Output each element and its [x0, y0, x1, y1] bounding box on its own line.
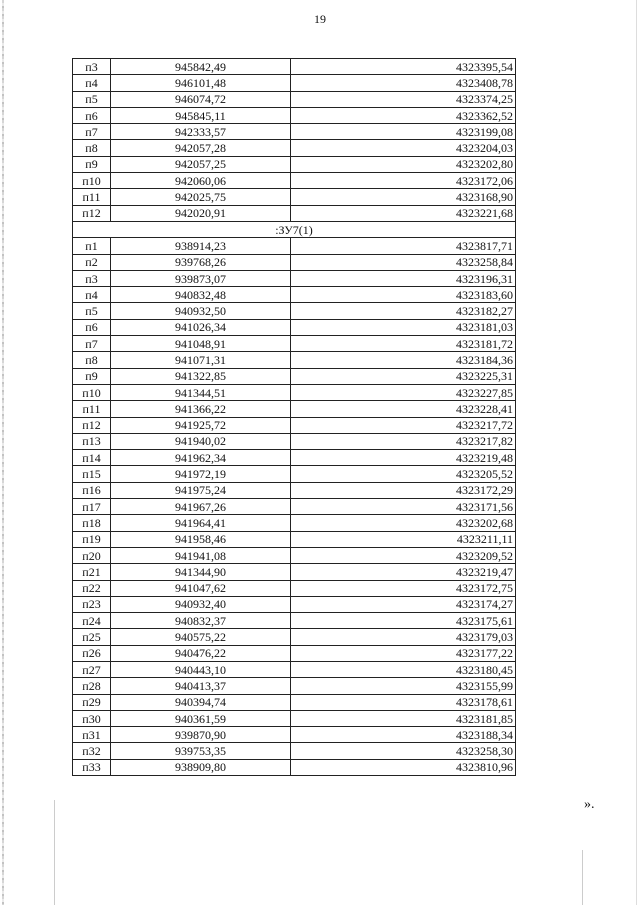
table-row	[73, 91, 516, 107]
margin-line-right	[582, 850, 583, 905]
y-coordinate-cell: 4323395,54	[291, 59, 516, 75]
x-coordinate-cell: 942057,25	[111, 156, 291, 172]
x-coordinate-cell: 941940,02	[111, 433, 291, 449]
y-coordinate-cell: 4323188,34	[291, 727, 516, 743]
table-row	[73, 743, 516, 759]
x-coordinate-cell: 941344,51	[111, 384, 291, 400]
table-row	[73, 727, 516, 743]
x-coordinate-cell: 946101,48	[111, 75, 291, 91]
point-label-cell: п4	[73, 75, 111, 91]
x-coordinate-cell: 942333,57	[111, 124, 291, 140]
section-title: :ЗУ7(1)	[73, 221, 516, 237]
point-label-cell: п8	[73, 140, 111, 156]
x-coordinate-cell: 938909,80	[111, 759, 291, 775]
table-row	[73, 482, 516, 498]
page-number: 19	[314, 12, 326, 26]
point-label-cell: п3	[73, 270, 111, 286]
x-coordinate-cell: 940476,22	[111, 645, 291, 661]
point-label-cell: п10	[73, 173, 111, 189]
x-coordinate-cell: 941964,41	[111, 515, 291, 531]
table-row	[73, 417, 516, 433]
x-coordinate-cell: 942057,28	[111, 140, 291, 156]
y-coordinate-cell: 4323810,96	[291, 759, 516, 775]
y-coordinate-cell: 4323258,84	[291, 254, 516, 270]
point-label-cell: п1	[73, 238, 111, 254]
point-label-cell: п6	[73, 319, 111, 335]
point-label-cell: п4	[73, 287, 111, 303]
point-label-cell: п17	[73, 499, 111, 515]
y-coordinate-cell: 4323172,06	[291, 173, 516, 189]
x-coordinate-cell: 946074,72	[111, 91, 291, 107]
x-coordinate-cell: 941925,72	[111, 417, 291, 433]
table-row	[73, 564, 516, 580]
table-row	[73, 368, 516, 384]
point-label-cell: п5	[73, 91, 111, 107]
x-coordinate-cell: 938914,23	[111, 238, 291, 254]
y-coordinate-cell: 4323181,03	[291, 319, 516, 335]
x-coordinate-cell: 941958,46	[111, 531, 291, 547]
point-label-cell: п8	[73, 352, 111, 368]
table-row	[73, 401, 516, 417]
x-coordinate-cell: 941322,85	[111, 368, 291, 384]
table-row	[73, 156, 516, 172]
table-row	[73, 499, 516, 515]
point-label-cell: п30	[73, 710, 111, 726]
table-row	[73, 580, 516, 596]
y-coordinate-cell: 4323219,48	[291, 450, 516, 466]
y-coordinate-cell: 4323202,68	[291, 515, 516, 531]
x-coordinate-cell: 941975,24	[111, 482, 291, 498]
y-coordinate-cell: 4323362,52	[291, 107, 516, 123]
x-coordinate-cell: 940575,22	[111, 629, 291, 645]
y-coordinate-cell: 4323205,52	[291, 466, 516, 482]
point-label-cell: п11	[73, 401, 111, 417]
y-coordinate-cell: 4323182,27	[291, 303, 516, 319]
table-row	[73, 173, 516, 189]
table-row	[73, 466, 516, 482]
y-coordinate-cell: 4323817,71	[291, 238, 516, 254]
table-row	[73, 547, 516, 563]
y-coordinate-cell: 4323221,68	[291, 205, 516, 221]
y-coordinate-cell: 4323172,75	[291, 580, 516, 596]
closing-quote: ».	[584, 797, 595, 812]
y-coordinate-cell: 4323217,82	[291, 433, 516, 449]
x-coordinate-cell: 939753,35	[111, 743, 291, 759]
y-coordinate-cell: 4323202,80	[291, 156, 516, 172]
y-coordinate-cell: 4323258,30	[291, 743, 516, 759]
x-coordinate-cell: 941967,26	[111, 499, 291, 515]
y-coordinate-cell: 4323174,27	[291, 596, 516, 612]
y-coordinate-cell: 4323374,25	[291, 91, 516, 107]
table-row	[73, 629, 516, 645]
table-row	[73, 596, 516, 612]
point-label-cell: п11	[73, 189, 111, 205]
x-coordinate-cell: 941026,34	[111, 319, 291, 335]
table-row	[73, 694, 516, 710]
x-coordinate-cell: 941941,08	[111, 547, 291, 563]
scan-edge-right	[636, 0, 637, 905]
y-coordinate-cell: 4323175,61	[291, 613, 516, 629]
point-label-cell: п5	[73, 303, 111, 319]
margin-line-left	[54, 800, 55, 905]
point-label-cell: п18	[73, 515, 111, 531]
x-coordinate-cell: 940832,48	[111, 287, 291, 303]
table-row	[73, 759, 516, 775]
point-label-cell: п25	[73, 629, 111, 645]
x-coordinate-cell: 940443,10	[111, 661, 291, 677]
x-coordinate-cell: 945842,49	[111, 59, 291, 75]
x-coordinate-cell: 940361,59	[111, 710, 291, 726]
point-label-cell: п12	[73, 417, 111, 433]
point-label-cell: п7	[73, 336, 111, 352]
point-label-cell: п22	[73, 580, 111, 596]
point-label-cell: п16	[73, 482, 111, 498]
point-label-cell: п20	[73, 547, 111, 563]
y-coordinate-cell: 4323179,03	[291, 629, 516, 645]
table-row	[73, 75, 516, 91]
point-label-cell: п13	[73, 433, 111, 449]
x-coordinate-cell: 941972,19	[111, 466, 291, 482]
y-coordinate-cell: 4323178,61	[291, 694, 516, 710]
point-label-cell: п31	[73, 727, 111, 743]
y-coordinate-cell: 4323225,31	[291, 368, 516, 384]
y-coordinate-cell: 4323181,85	[291, 710, 516, 726]
point-label-cell: п27	[73, 661, 111, 677]
point-label-cell: п32	[73, 743, 111, 759]
point-label-cell: п15	[73, 466, 111, 482]
table-row	[73, 270, 516, 286]
y-coordinate-cell: 4323183,60	[291, 287, 516, 303]
x-coordinate-cell: 939768,26	[111, 254, 291, 270]
y-coordinate-cell: 4323196,31	[291, 270, 516, 286]
point-label-cell: п12	[73, 205, 111, 221]
x-coordinate-cell: 942020,91	[111, 205, 291, 221]
x-coordinate-cell: 942060,06	[111, 173, 291, 189]
y-coordinate-cell: 4323209,52	[291, 547, 516, 563]
coordinates-table	[72, 58, 516, 776]
y-coordinate-cell: 4323171,56	[291, 499, 516, 515]
table-row	[73, 319, 516, 335]
x-coordinate-cell: 945845,11	[111, 107, 291, 123]
point-label-cell: п26	[73, 645, 111, 661]
point-label-cell: п28	[73, 678, 111, 694]
point-label-cell: п14	[73, 450, 111, 466]
y-coordinate-cell: 4323181,72	[291, 336, 516, 352]
table-row	[73, 287, 516, 303]
y-coordinate-cell: 4323199,08	[291, 124, 516, 140]
table-row	[73, 205, 516, 221]
table-row	[73, 710, 516, 726]
scan-edge-left	[2, 0, 4, 905]
table-row	[73, 189, 516, 205]
y-coordinate-cell: 4323168,90	[291, 189, 516, 205]
point-label-cell: п21	[73, 564, 111, 580]
y-coordinate-cell: 4323180,45	[291, 661, 516, 677]
table-row	[73, 384, 516, 400]
table-row	[73, 336, 516, 352]
x-coordinate-cell: 939873,07	[111, 270, 291, 286]
y-coordinate-cell: 4323172,29	[291, 482, 516, 498]
table-row	[73, 303, 516, 319]
table-row	[73, 450, 516, 466]
table-row	[73, 661, 516, 677]
y-coordinate-cell: 4323408,78	[291, 75, 516, 91]
x-coordinate-cell: 939870,90	[111, 727, 291, 743]
point-label-cell: п9	[73, 368, 111, 384]
table-row	[73, 140, 516, 156]
point-label-cell: п9	[73, 156, 111, 172]
x-coordinate-cell: 940932,40	[111, 596, 291, 612]
table-row	[73, 254, 516, 270]
point-label-cell: п6	[73, 107, 111, 123]
y-coordinate-cell: 4323155,99	[291, 678, 516, 694]
table-row	[73, 59, 516, 75]
table-row	[73, 678, 516, 694]
y-coordinate-cell: 4323228,41	[291, 401, 516, 417]
section-header-row	[73, 221, 516, 237]
x-coordinate-cell: 941047,62	[111, 580, 291, 596]
x-coordinate-cell: 940932,50	[111, 303, 291, 319]
point-label-cell: п19	[73, 531, 111, 547]
x-coordinate-cell: 940394,74	[111, 694, 291, 710]
point-label-cell: п10	[73, 384, 111, 400]
table-row	[73, 515, 516, 531]
x-coordinate-cell: 942025,75	[111, 189, 291, 205]
table-row	[73, 645, 516, 661]
table-row	[73, 613, 516, 629]
coordinates-table-body	[73, 59, 516, 776]
point-label-cell: п3	[73, 59, 111, 75]
point-label-cell: п29	[73, 694, 111, 710]
table-row	[73, 433, 516, 449]
x-coordinate-cell: 941048,91	[111, 336, 291, 352]
y-coordinate-cell: 4323227,85	[291, 384, 516, 400]
x-coordinate-cell: 941366,22	[111, 401, 291, 417]
y-coordinate-cell: 4323184,36	[291, 352, 516, 368]
point-label-cell: п2	[73, 254, 111, 270]
x-coordinate-cell: 940413,37	[111, 678, 291, 694]
point-label-cell: п24	[73, 613, 111, 629]
point-label-cell: п7	[73, 124, 111, 140]
x-coordinate-cell: 940832,37	[111, 613, 291, 629]
table-row	[73, 124, 516, 140]
y-coordinate-cell: 4323177,22	[291, 645, 516, 661]
table-row	[73, 107, 516, 123]
point-label-cell: п33	[73, 759, 111, 775]
y-coordinate-cell: 4323211,11	[291, 531, 516, 547]
table-row	[73, 238, 516, 254]
x-coordinate-cell: 941071,31	[111, 352, 291, 368]
y-coordinate-cell: 4323217,72	[291, 417, 516, 433]
y-coordinate-cell: 4323219,47	[291, 564, 516, 580]
y-coordinate-cell: 4323204,03	[291, 140, 516, 156]
table-row	[73, 352, 516, 368]
x-coordinate-cell: 941344,90	[111, 564, 291, 580]
table-row	[73, 531, 516, 547]
x-coordinate-cell: 941962,34	[111, 450, 291, 466]
point-label-cell: п23	[73, 596, 111, 612]
